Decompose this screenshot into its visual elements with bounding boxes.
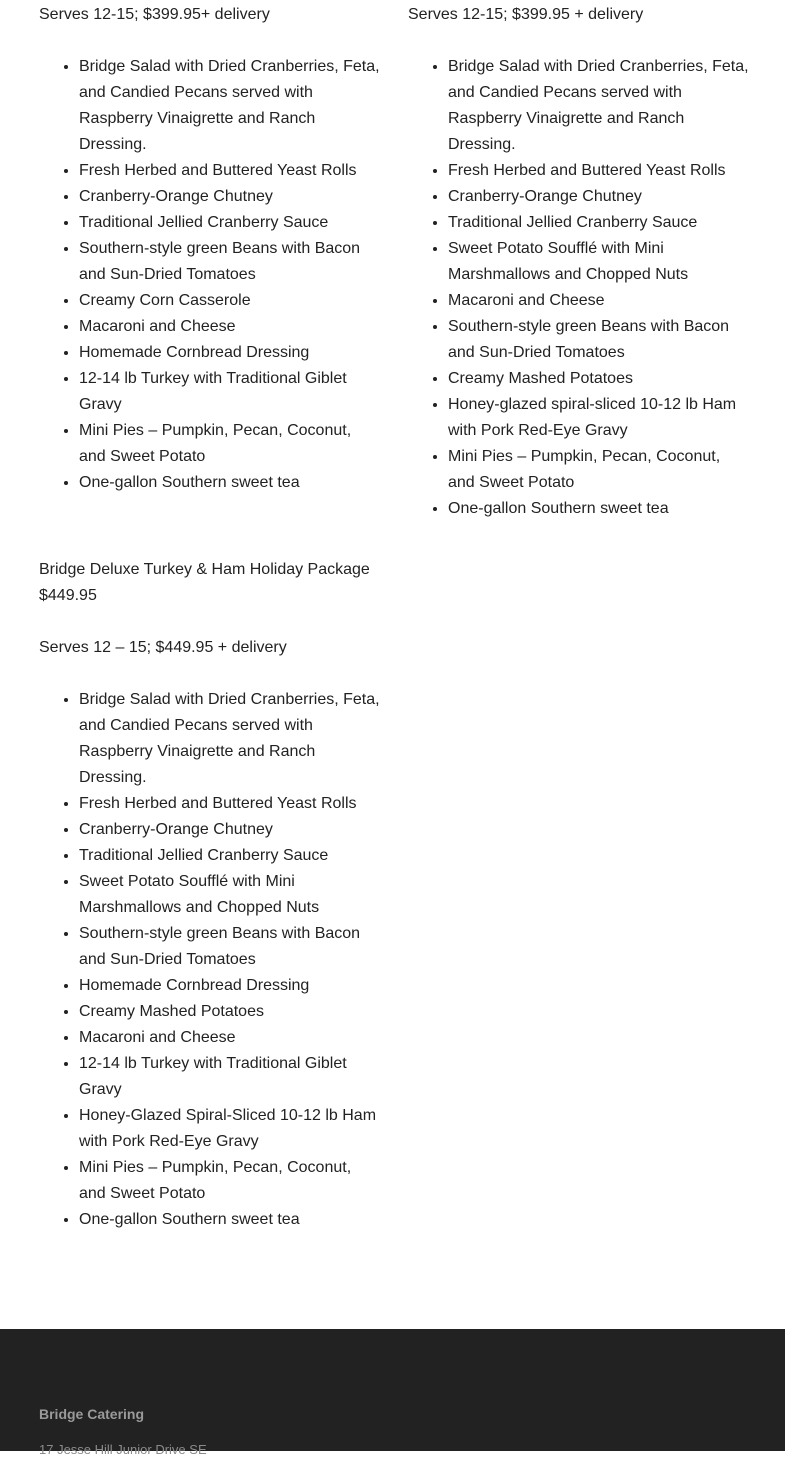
- menu-item: • Southern-style green Beans with Bacon and Sun-Dried Tomatoes: [79, 921, 384, 973]
- footer-brand-name: Bridge Catering: [39, 1406, 145, 1422]
- menu-item: • Creamy Corn Casserole: [79, 288, 384, 314]
- menu-item: • Traditional Jellied Cranberry Sauce: [79, 843, 384, 869]
- menu-item: • Homemade Cornbread Dressing: [79, 973, 384, 999]
- menu-item: • Traditional Jellied Cranberry Sauce: [448, 210, 753, 236]
- package-price: $449.95: [39, 587, 97, 604]
- menu-item: • One-gallon Southern sweet tea: [448, 496, 753, 522]
- menu-list: [39, 687, 384, 1233]
- menu-item: • Mini Pies – Pumpkin, Pecan, Coconut, and Sweet Potato: [79, 418, 384, 470]
- package-left-top: [39, 2, 384, 496]
- menu-item: • Southern-style green Beans with Bacon and Sun-Dried Tomatoes: [448, 314, 753, 366]
- menu-item: • Bridge Salad with Dried Cranberries, Feta, and Candied Pecans served with Raspberry Vinaigrette and Ranch Dressing.: [79, 54, 384, 158]
- menu-item: • Cranberry-Orange Chutney: [79, 817, 384, 843]
- menu-item: • Fresh Herbed and Buttered Yeast Rolls: [448, 158, 753, 184]
- menu-item: • Mini Pies – Pumpkin, Pecan, Coconut, and Sweet Potato: [448, 444, 753, 496]
- package-deluxe: [39, 557, 384, 1233]
- menu-item: • Honey-Glazed Spiral-Sliced 10-12 lb Ham with Pork Red-Eye Gravy: [79, 1103, 384, 1155]
- menu-item: • Creamy Mashed Potatoes: [79, 999, 384, 1025]
- menu-item: • Macaroni and Cheese: [79, 1025, 384, 1051]
- menu-item: • Macaroni and Cheese: [448, 288, 753, 314]
- menu-item: • 12-14 lb Turkey with Traditional Giblet Gravy: [79, 1051, 384, 1103]
- menu-item: • Sweet Potato Soufflé with Mini Marshmallows and Chopped Nuts: [448, 236, 753, 288]
- package-title: Bridge Deluxe Turkey & Ham Holiday Package: [39, 561, 370, 578]
- menu-item: • Southern-style green Beans with Bacon and Sun-Dried Tomatoes: [79, 236, 384, 288]
- package-serves-text: Serves 12-15; $399.95+ delivery: [39, 6, 270, 23]
- menu-item: • Cranberry-Orange Chutney: [448, 184, 753, 210]
- package-right-top: [408, 2, 753, 522]
- menu-item: • Creamy Mashed Potatoes: [448, 366, 753, 392]
- menu-list: [408, 54, 753, 522]
- menu-item: • Honey-glazed spiral-sliced 10-12 lb Ham with Pork Red-Eye Gravy: [448, 392, 753, 444]
- menu-item: • Macaroni and Cheese: [79, 314, 384, 340]
- menu-item: • Fresh Herbed and Buttered Yeast Rolls: [79, 158, 384, 184]
- menu-list: [39, 54, 384, 496]
- menu-item: • Fresh Herbed and Buttered Yeast Rolls: [79, 791, 384, 817]
- menu-item: • Bridge Salad with Dried Cranberries, Feta, and Candied Pecans served with Raspberry Vinaigrette and Ranch Dressing.: [448, 54, 753, 158]
- site-footer: [0, 1329, 785, 1457]
- package-serves-text: Serves 12-15; $399.95 + delivery: [408, 6, 644, 23]
- menu-item: • Bridge Salad with Dried Cranberries, Feta, and Candied Pecans served with Raspberry Vinaigrette and Ranch Dressing.: [79, 687, 384, 791]
- menu-item: • One-gallon Southern sweet tea: [79, 1207, 384, 1233]
- package-serves-text: Serves 12 – 15; $449.95 + delivery: [39, 639, 287, 656]
- menu-item: • Cranberry-Orange Chutney: [79, 184, 384, 210]
- menu-item: • Mini Pies – Pumpkin, Pecan, Coconut, and Sweet Potato: [79, 1155, 384, 1207]
- menu-item: • Traditional Jellied Cranberry Sauce: [79, 210, 384, 236]
- footer-address: 17 Jesse Hill Junior Drive SE: [39, 1442, 207, 1457]
- menu-item: • One-gallon Southern sweet tea: [79, 470, 384, 496]
- menu-item: • Homemade Cornbread Dressing: [79, 340, 384, 366]
- menu-item: • 12-14 lb Turkey with Traditional Giblet Gravy: [79, 366, 384, 418]
- menu-item: • Sweet Potato Soufflé with Mini Marshmallows and Chopped Nuts: [79, 869, 384, 921]
